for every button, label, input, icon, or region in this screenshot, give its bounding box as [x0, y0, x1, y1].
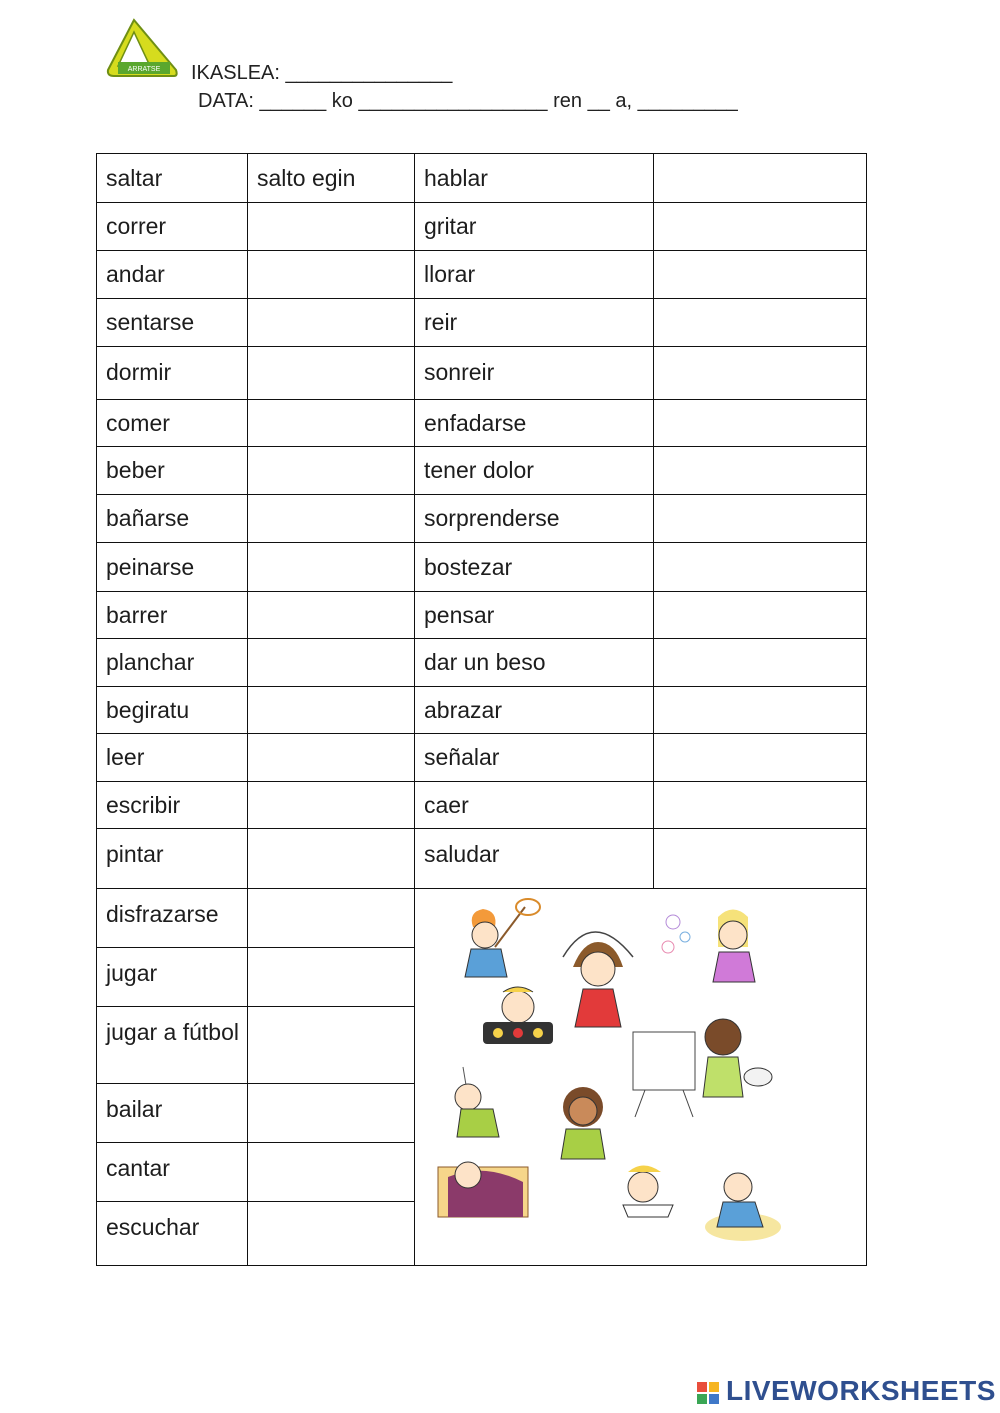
translation-cell[interactable] — [248, 948, 415, 1007]
translation-cell[interactable] — [248, 347, 415, 400]
translation-cell[interactable] — [248, 592, 415, 639]
translation-cell[interactable] — [248, 1143, 415, 1202]
illustration-cell — [415, 889, 867, 1266]
liveworksheets-logo-icon — [696, 1376, 722, 1410]
verb-es-cell: beber — [97, 447, 248, 495]
verb-es-cell: caer — [415, 782, 654, 829]
verb-es-cell: sorprenderse — [415, 495, 654, 543]
verb-table — [96, 153, 867, 1266]
verb-es-cell: hablar — [415, 154, 654, 203]
translation-cell[interactable] — [248, 639, 415, 687]
translation-cell[interactable] — [248, 687, 415, 734]
translation-cell[interactable] — [248, 203, 415, 251]
translation-cell[interactable] — [654, 447, 867, 495]
translation-cell[interactable] — [654, 347, 867, 400]
verb-es-cell: saltar — [97, 154, 248, 203]
verb-es-cell: disfrazarse — [97, 889, 248, 948]
table-row — [97, 495, 867, 543]
verb-es-cell: señalar — [415, 734, 654, 782]
verb-es-cell: saludar — [415, 829, 654, 889]
girl-reading-figure — [623, 1166, 673, 1218]
translation-cell[interactable] — [248, 447, 415, 495]
verb-es-cell: abrazar — [415, 687, 654, 734]
table-row — [97, 734, 867, 782]
girl-in-bed-figure — [438, 1162, 528, 1217]
translation-cell[interactable] — [654, 592, 867, 639]
girl-painting-figure — [633, 1019, 772, 1117]
verb-es-cell: jugar a fútbol — [97, 1007, 248, 1084]
verb-es-cell: jugar — [97, 948, 248, 1007]
translation-cell[interactable] — [248, 1084, 415, 1143]
translation-cell[interactable] — [248, 734, 415, 782]
table-row — [97, 400, 867, 447]
verb-es-cell: enfadarse — [415, 400, 654, 447]
table-row — [97, 447, 867, 495]
verb-es-cell: bailar — [97, 1084, 248, 1143]
table-row — [97, 154, 867, 203]
verb-es-cell: cantar — [97, 1143, 248, 1202]
verb-es-cell: pintar — [97, 829, 248, 889]
translation-cell[interactable] — [248, 1202, 415, 1266]
table-row — [97, 687, 867, 734]
translation-cell[interactable] — [654, 299, 867, 347]
table-row — [97, 203, 867, 251]
translation-cell[interactable] — [248, 782, 415, 829]
verb-table-body — [97, 154, 867, 1266]
translation-cell[interactable] — [654, 495, 867, 543]
translation-cell[interactable]: salto egin — [248, 154, 415, 203]
table-row — [97, 251, 867, 299]
verb-es-cell: bostezar — [415, 543, 654, 592]
verb-es-cell: sentarse — [97, 299, 248, 347]
verb-es-cell: escribir — [97, 782, 248, 829]
table-row — [97, 543, 867, 592]
translation-cell[interactable] — [248, 400, 415, 447]
translation-cell[interactable] — [654, 687, 867, 734]
table-row — [97, 639, 867, 687]
translation-cell[interactable] — [654, 782, 867, 829]
verb-es-cell: sonreir — [415, 347, 654, 400]
verb-es-cell: tener dolor — [415, 447, 654, 495]
girl-jumping-rope-figure — [563, 932, 633, 1027]
school-logo — [104, 18, 178, 82]
verb-es-cell: pensar — [415, 592, 654, 639]
table-row — [97, 889, 867, 948]
table-row — [97, 829, 867, 889]
children-activities-illustration — [423, 897, 783, 1257]
verb-es-cell: dar un beso — [415, 639, 654, 687]
verb-es-cell: andar — [97, 251, 248, 299]
girl-with-ice-cream-figure — [561, 1087, 605, 1159]
verb-es-cell: peinarse — [97, 543, 248, 592]
translation-cell[interactable] — [248, 251, 415, 299]
girl-on-swing-figure — [455, 1067, 499, 1137]
verb-es-cell: begiratu — [97, 687, 248, 734]
verb-es-cell: escuchar — [97, 1202, 248, 1266]
verb-es-cell: reir — [415, 299, 654, 347]
girl-with-net-figure — [465, 899, 540, 977]
liveworksheets-brand[interactable]: LIVEWORKSHEETS — [726, 1375, 996, 1406]
translation-cell[interactable] — [248, 543, 415, 592]
translation-cell[interactable] — [248, 299, 415, 347]
translation-cell[interactable] — [248, 829, 415, 889]
translation-cell[interactable] — [654, 251, 867, 299]
logo-text: ARRATSE — [127, 66, 161, 73]
verb-es-cell: planchar — [97, 639, 248, 687]
table-row — [97, 299, 867, 347]
translation-cell[interactable] — [654, 734, 867, 782]
table-row — [97, 782, 867, 829]
girl-in-sand-figure — [705, 1173, 781, 1241]
girl-blowing-bubbles-figure — [662, 910, 755, 983]
boy-with-tray-figure — [483, 987, 553, 1044]
translation-cell[interactable] — [248, 1007, 415, 1084]
translation-cell[interactable] — [248, 889, 415, 948]
student-name-line[interactable]: IKASLEA: _______________ — [191, 62, 453, 84]
translation-cell[interactable] — [654, 203, 867, 251]
verb-es-cell: comer — [97, 400, 248, 447]
verb-es-cell: leer — [97, 734, 248, 782]
verb-es-cell: gritar — [415, 203, 654, 251]
date-line[interactable]: DATA: ______ ko _________________ ren __ a, _________ — [198, 90, 738, 112]
verb-es-cell: bañarse — [97, 495, 248, 543]
table-row — [97, 592, 867, 639]
translation-cell[interactable] — [654, 639, 867, 687]
verb-es-cell: barrer — [97, 592, 248, 639]
table-row — [97, 347, 867, 400]
translation-cell[interactable] — [248, 495, 415, 543]
translation-cell[interactable] — [654, 543, 867, 592]
translation-cell[interactable] — [654, 400, 867, 447]
verb-es-cell: correr — [97, 203, 248, 251]
verb-es-cell: dormir — [97, 347, 248, 400]
verb-es-cell: llorar — [415, 251, 654, 299]
translation-cell[interactable] — [654, 829, 867, 889]
translation-cell[interactable] — [654, 154, 867, 203]
